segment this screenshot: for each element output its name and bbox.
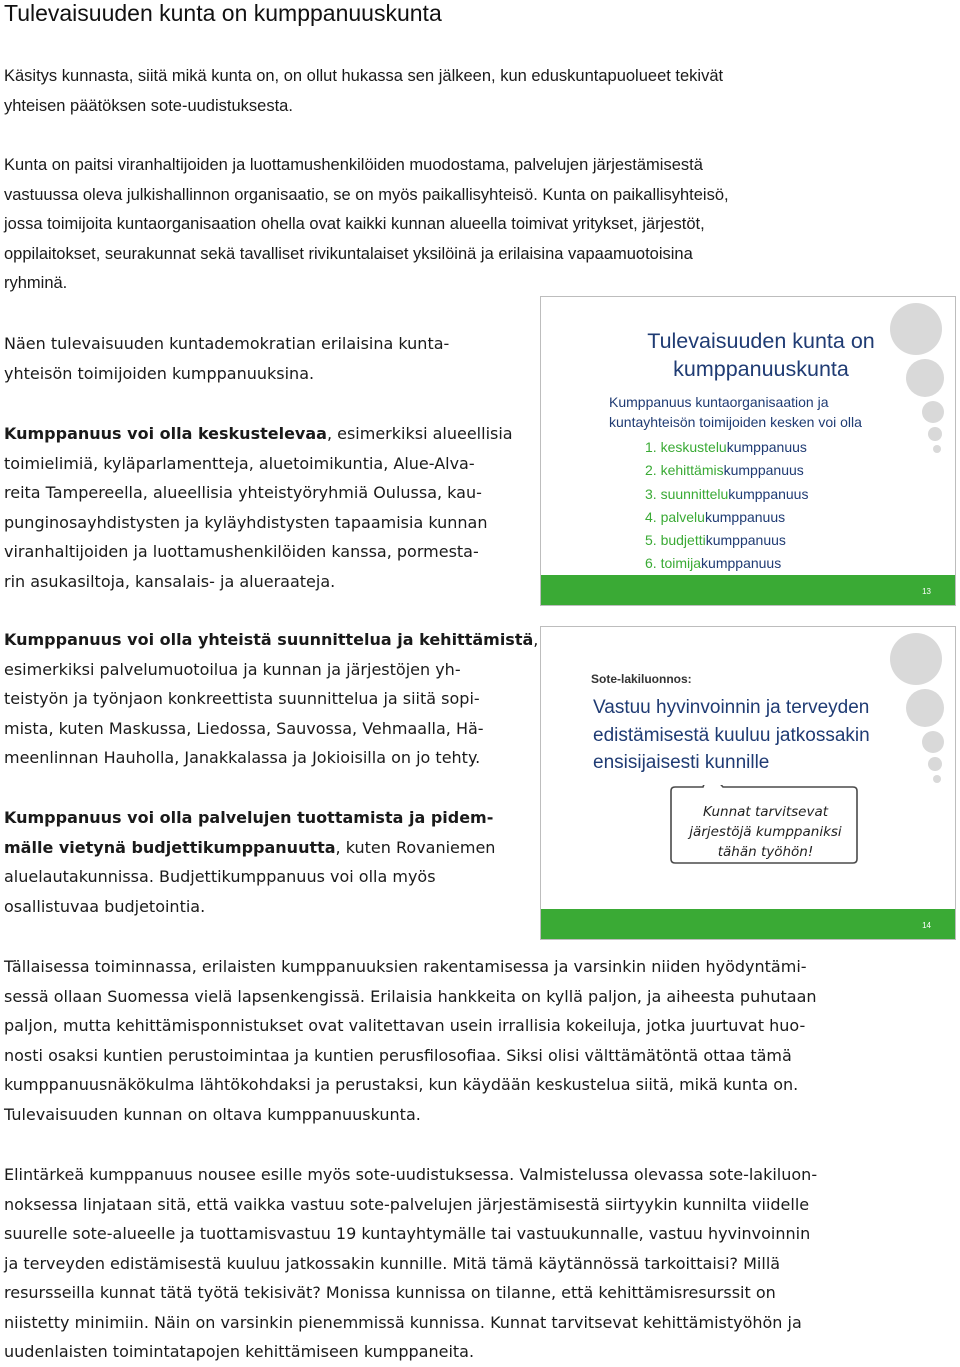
list-item (645, 436, 808, 459)
text-line: ryhminä. (4, 274, 68, 292)
item-suffix: kumppanuus (728, 485, 809, 502)
vision-paragraph (4, 329, 449, 388)
item-number: 2. (645, 462, 657, 479)
decorative-circle (928, 427, 942, 441)
text-line: vastuussa oleva julkishallinnon organisaatio, se on myös paikallisyhteisö. Kunta on paikallisyhteisö, (4, 185, 729, 204)
text-line: ja terveyden edistämisestä kuuluu jatkossakin kunnille. Mitä tämä käytännössä tarkoittaisi? Millä (4, 1253, 781, 1273)
item-suffix: kumppanuus (726, 439, 807, 455)
item-keyword: budjetti (660, 532, 706, 549)
item-keyword: keskustelu (660, 439, 727, 455)
decorative-circle (906, 359, 944, 397)
text-line: teistyön ja työnjaon konkreettista suunnittelua ja siitä sopi- (4, 689, 480, 708)
item-keyword: palvelu (660, 508, 705, 525)
text-line: esimerkiksi palvelumuotoilua ja kunnan ja järjestöjen yh- (4, 659, 461, 679)
budget-paragraph (4, 803, 495, 921)
slide-kumppanuuskunta (540, 296, 956, 606)
decorative-circle (890, 633, 942, 685)
definition-paragraph (4, 151, 729, 299)
text-line: kumppanuusnäkökulma lähtökohdaksi ja perustaksi, kun käydään keskustelua siitä, mikä kunta on. (4, 1075, 799, 1094)
text-line: Näen tulevaisuuden kuntademokratian erilaisina kunta- (4, 334, 450, 353)
text-line: Tulevaisuuden kunnan on oltava kumppanuuskunta. (4, 1104, 421, 1124)
slide-title-line: kumppanuuskunta (673, 357, 849, 381)
list-item (645, 529, 808, 552)
intro-paragraph (4, 62, 723, 121)
planning-paragraph (4, 625, 538, 773)
item-number: 1. (645, 439, 657, 455)
text-line: oppilaitokset, seurakunnat sekä tavalliset rivikuntalaiset yksilöinä ja erilaisina vapaamuotoisina (4, 244, 693, 263)
item-suffix: kumppanuus (701, 555, 782, 572)
text-line: osallistuvaa budjetointia. (4, 896, 206, 916)
item-number: 4. (645, 508, 657, 525)
slide-tag: Sote-lakiluonnos: (591, 672, 692, 686)
slide-heading (593, 694, 870, 777)
item-number: 3. (645, 485, 657, 502)
item-keyword: suunnittelu (660, 485, 729, 502)
text-fragment: , esimerkiksi alueellisia (326, 424, 513, 443)
speech-bubble (669, 785, 859, 865)
slide-heading-line: Vastuu hyvinvoinnin ja terveyden (593, 697, 870, 718)
list-item (645, 506, 808, 529)
discussion-paragraph (4, 419, 513, 596)
text-line (4, 419, 513, 449)
text-line: niistetty minimiin. Näin on varsinkin pienemmissä kunnissa. Kunnat tarvitsevat kehittämistyöhön ja (4, 1312, 802, 1332)
bubble-line: järjestöjä kumppaniksi (689, 824, 842, 840)
text-line: mista, kuten Maskussa, Liedossa, Sauvossa, Vehmaalla, Hä- (4, 718, 484, 738)
slide-intro-line: kuntayhteisön toimijoiden kesken voi olla (609, 413, 862, 430)
item-suffix: kumppanuus (723, 462, 804, 479)
text-line: sessä ollaan Suomessa vielä lapsenkengissä. Erilaisia hankkeita on kyllä paljon, ja aiheesta puhutaan (4, 986, 817, 1006)
decorative-circle (922, 731, 944, 753)
text-line: Käsitys kunnasta, siitä mikä kunta on, on ollut hukassa sen jälkeen, kun eduskuntapuolueet tekivät (4, 67, 724, 85)
page-title: Tulevaisuuden kunta on kumppanuuskunta (4, 0, 442, 26)
bold-phrase: Kumppanuus voi olla yhteistä suunnittelua ja kehittämistä (4, 630, 534, 649)
text-line: yhteisen päätöksen sote-uudistuksesta. (4, 96, 293, 115)
slide-intro-line: Kumppanuus kuntaorganisaation ja (609, 394, 829, 410)
partnership-list (645, 436, 808, 576)
item-suffix: kumppanuus (705, 532, 786, 549)
text-line: jossa toimijoita kuntaorganisaation ohella ovat kaikki kunnan alueella toimivat yritykset, järjestöt, (4, 215, 705, 233)
decorative-circle (933, 775, 941, 783)
item-keyword: kehittämis (660, 462, 724, 479)
bold-phrase: mälle vietynä budjettikumppanuutta (4, 837, 336, 857)
slide-title-line: Tulevaisuuden kunta on (647, 329, 875, 353)
bold-phrase: Kumppanuus voi olla keskustelevaa (4, 424, 327, 443)
slide-number: 14 (922, 921, 931, 930)
text-line: meenlinnan Hauholla, Janakkalassa ja Jokioisilla on jo tehty. (4, 748, 481, 767)
slide-sote-lakiluonnos (540, 626, 956, 940)
decorative-circle (933, 445, 941, 453)
text-line: punginosayhdistysten ja kyläyhdistysten tapaamisia kunnan (4, 512, 488, 532)
item-suffix: kumppanuus (704, 508, 786, 525)
text-fragment: , (533, 630, 539, 649)
slide-heading-line: ensisijaisesti kunnille (593, 752, 770, 773)
text-line: toimielimiä, kyläparlamentteja, aluetoimikuntia, Alue-Alva- (4, 453, 475, 473)
list-item (645, 552, 808, 575)
item-number: 5. (645, 532, 657, 549)
slide-title (615, 327, 907, 383)
bold-phrase: Kumppanuus voi olla palvelujen tuottamista ja pidem- (4, 808, 494, 827)
decorative-circle (922, 401, 944, 423)
text-line: paljon, mutta kehittämisponnistukset ovat valitettavan usein irrallisia kokeiluja, jotka juurtuvat huo- (4, 1016, 806, 1035)
practice-paragraph (4, 952, 817, 1129)
decorative-circle (928, 757, 942, 771)
text-line: rin asukasiltoja, kansalais- ja alueraateja. (4, 571, 336, 591)
text-line (4, 833, 495, 863)
sote-paragraph (4, 1160, 817, 1367)
text-line: viranhaltijoiden ja luottamushenkilöiden kanssa, pormesta- (4, 542, 479, 561)
text-line: Kunta on paitsi viranhaltijoiden ja luottamushenkilöiden muodostama, palvelujen järjestämisestä (4, 156, 703, 174)
text-line: uudenlaisten toimintatapojen kehittämiseen kumppaneita. (4, 1342, 475, 1361)
bubble-text (683, 802, 848, 862)
text-line: resursseilla kunnat tätä työtä tekisivät? Monissa kunnissa on tilanne, että kehittämisresurssit on (4, 1283, 776, 1302)
slide-footer-bar (541, 909, 955, 939)
text-line (4, 625, 538, 655)
bubble-line: tähän työhön! (717, 844, 814, 860)
slide-footer-bar (541, 575, 955, 605)
text-fragment: , kuten Rovaniemen (335, 837, 496, 857)
item-keyword: toimija (660, 555, 702, 572)
slide-heading-line: edistämisestä kuuluu jatkossakin (593, 724, 870, 746)
item-number: 6. (645, 555, 657, 572)
bubble-line: Kunnat tarvitsevat (702, 804, 829, 820)
text-line: yhteisön toimijoiden kumppanuuksina. (4, 363, 315, 383)
list-item (645, 459, 808, 482)
text-line: reita Tampereella, alueellisia yhteistyöryhmiä Oulussa, kau- (4, 483, 482, 502)
decorative-circle (906, 689, 944, 727)
text-line: Tällaisessa toiminnassa, erilaisten kumppanuuksien rakentamisessa ja varsinkin niiden hyödyntämi- (4, 957, 807, 976)
text-line (4, 803, 495, 833)
slide-number: 13 (922, 587, 931, 596)
text-line: aluelautakunnissa. Budjettikumppanuus voi olla myös (4, 867, 436, 886)
text-line: suurelle sote-alueelle ja tuottamisvastuu 19 kuntayhtymälle tai vastuukunnalle, vastuu hyvinvoinnin (4, 1224, 811, 1243)
list-item (645, 483, 808, 506)
text-line: Elintärkeä kumppanuus nousee esille myös sote-uudistuksessa. Valmistelussa olevassa sote-lakiluon- (4, 1165, 818, 1184)
text-line: noksessa linjataan sitä, että vaikka vastuu sote-palvelujen järjestämisestä siirtyykin kunnilta viidelle (4, 1194, 810, 1214)
text-line: nosti osaksi kuntien perustoimintaa ja kuntien perusfilosofiaa. Siksi olisi välttämätöntä ottaa tämä (4, 1045, 792, 1065)
slide-intro (609, 393, 862, 432)
